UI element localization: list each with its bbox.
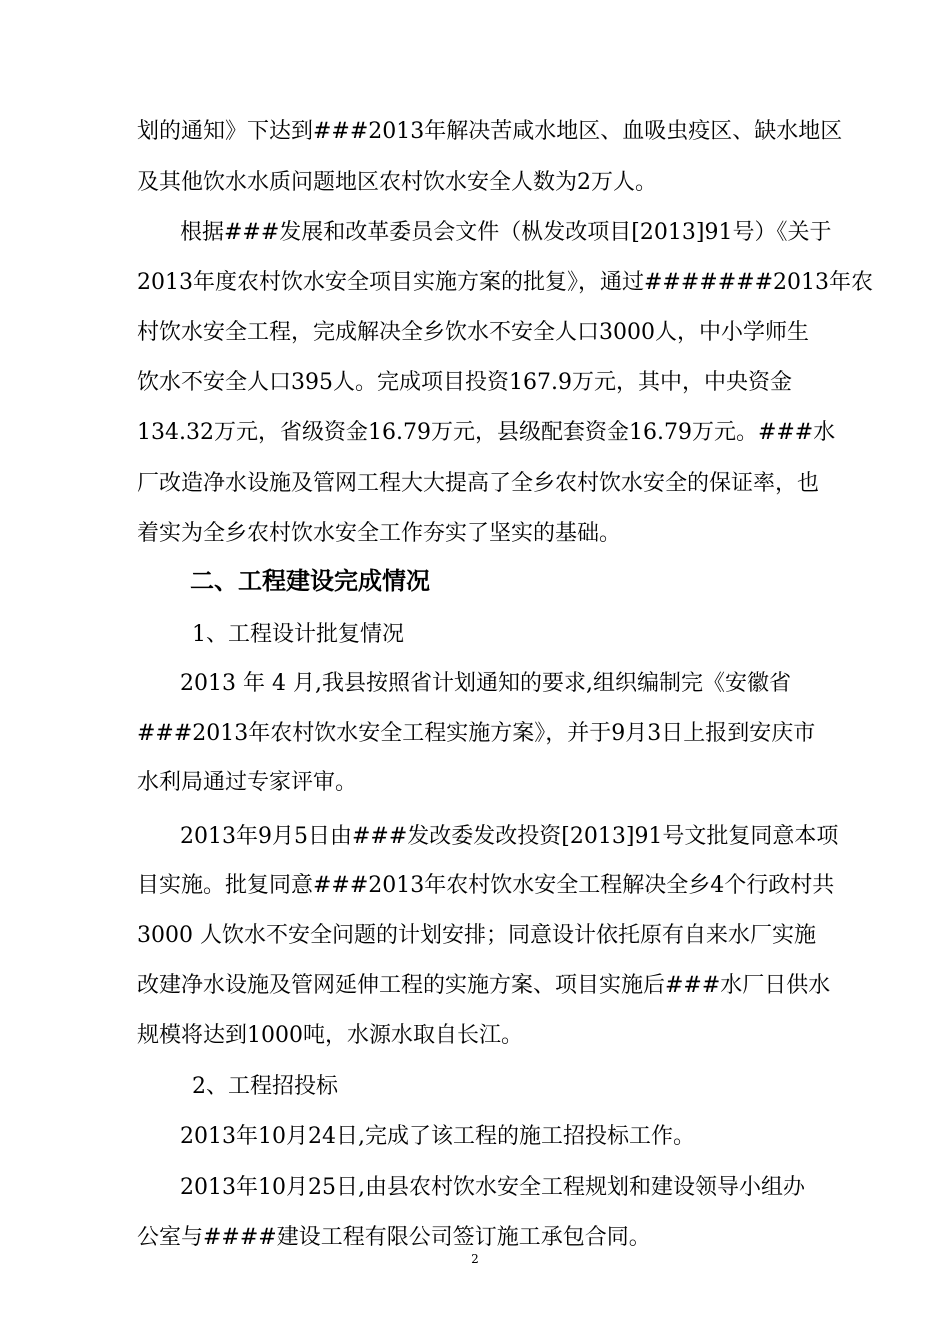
paragraph-line: 2013 年 4 月,我县按照省计划通知的要求,组织编制完《安徽省	[180, 671, 791, 696]
paragraph-line: 改建净水设施及管网延伸工程的实施方案、项目实施后###水厂日供水	[137, 973, 831, 998]
paragraph-line: 3000 人饮水不安全问题的计划安排；同意设计依托原有自来水厂实施	[137, 923, 816, 948]
paragraph-line: 规模将达到1000吨，水源水取自长江。	[137, 1023, 523, 1048]
paragraph-line: 村饮水安全工程，完成解决全乡饮水不安全人口3000人，中小学师生	[137, 320, 809, 345]
paragraph-line: 2013年9月5日由###发改委发改投资[2013]91号文批复同意本项	[180, 824, 839, 849]
paragraph-line: 2013年10月24日,完成了该工程的施工招投标工作。	[180, 1124, 695, 1149]
paragraph-line: 水利局通过专家评审。	[137, 770, 358, 795]
paragraph-line: 划的通知》下达到###2013年解决苦咸水地区、血吸虫疫区、缺水地区	[137, 119, 843, 144]
subsection-heading: 2、工程招投标	[192, 1074, 338, 1099]
paragraph-line: 2013年10月25日,由县农村饮水安全工程规划和建设领导小组办	[180, 1175, 805, 1200]
paragraph-line: 饮水不安全人口395人。完成项目投资167.9万元，其中，中央资金	[137, 370, 792, 395]
paragraph-line: 目实施。批复同意###2013年农村饮水安全工程解决全乡4个行政村共	[137, 873, 835, 898]
page-number: 2	[471, 1252, 479, 1266]
paragraph-line: 公室与####建设工程有限公司签订施工承包合同。	[137, 1225, 651, 1250]
paragraph-line: 及其他饮水水质问题地区农村饮水安全人数为2万人。	[137, 170, 657, 195]
subsection-heading: 1、工程设计批复情况	[192, 622, 404, 647]
paragraph-line: 根据###发展和改革委员会文件（枞发改项目[2013]91号）《关于	[180, 220, 832, 245]
paragraph-line: 着实为全乡农村饮水安全工作夯实了坚实的基础。	[137, 521, 622, 546]
paragraph-line: 厂改造净水设施及管网工程大大提高了全乡农村饮水安全的保证率，也	[137, 471, 820, 496]
paragraph-line: 134.32万元，省级资金16.79万元，县级配套资金16.79万元。###水	[137, 420, 836, 445]
paragraph-line: ###2013年农村饮水安全工程实施方案》，并于9月3日上报到安庆市	[137, 721, 816, 746]
paragraph-line: 2013年度农村饮水安全项目实施方案的批复》，通过#######2013年农	[137, 270, 874, 295]
section-heading: 二、工程建设完成情况	[190, 567, 430, 595]
